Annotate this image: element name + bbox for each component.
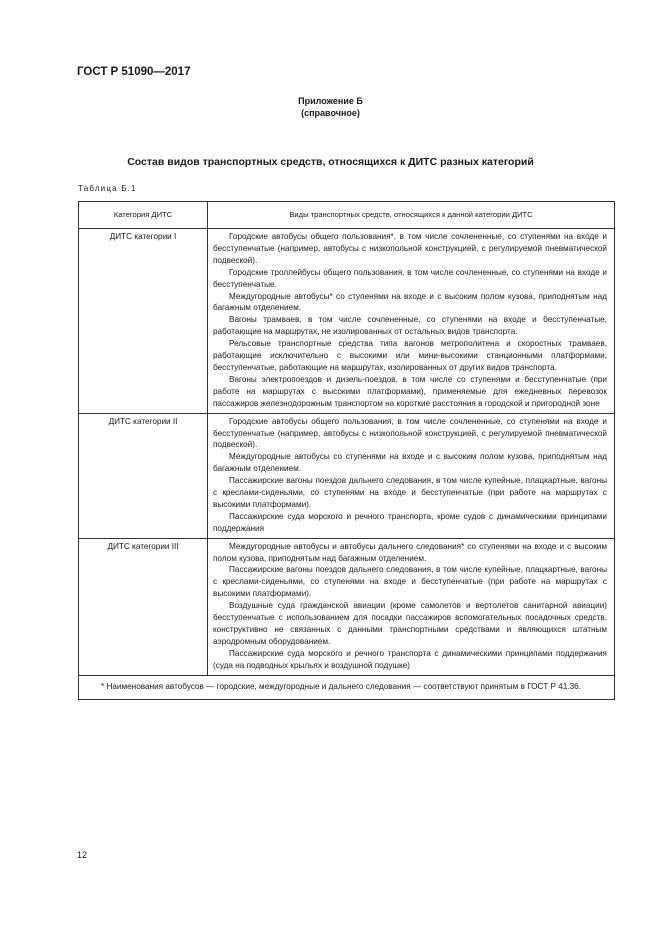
vehicle-type-paragraph: Вагоны электропоездов и дизель-поездов, в том числе со ступенями и бесступенчатые (при работе на маршрутах с высокими платформами), применяемые для ежедневных перевозок пассажиров железнодорожным транспортом на короткие расстояния в городской и пригородной зоне [213,374,607,408]
category-cell: ДИТС категории I [79,229,208,414]
table-row [79,413,615,538]
appendix-heading [0,95,661,119]
types-cell [208,538,615,675]
vehicle-type-paragraph: Воздушные суда гражданской авиации (кроме самолетов и вертолетов санитарной авиации) бесступенчатые с использованием для посадки пассажиров вспомогательных посадочных средств, конструктивно не связанных с данными транспортными средствами и являющихся штатным аэродромным оборудованием. [213,601,607,646]
category-cell: ДИТС категории III [79,538,208,675]
types-cell [208,413,615,538]
appendix-subtitle: (справочное) [301,108,360,118]
standard-number: ГОСТ Р 51090—2017 [77,66,191,78]
vehicle-type-paragraph: Междугородные автобусы* со ступенями на входе и с высоким полом кузова, приподнятым над багажным отделением. [213,291,607,313]
vehicle-type-paragraph: Рельсовые транспортные средства типа вагонов метрополитена и скоростных трамваев, работающие исключительно с высокими или мини-высокими станционными платформами, бесступенчатые, работающие на маршрутах, изолированных от других видов транспорта. [213,339,607,372]
appendix-title: Приложение Б [298,96,363,106]
table-footnote-row [79,675,615,699]
header-category: Категория ДИТС [79,202,208,229]
vehicle-type-paragraph: Городские троллейбусы общего пользования, в том числе сочлененные, со ступенями на входе и бесступенчатые. [213,267,607,289]
vehicle-type-paragraph: Междугородные автобусы и автобусы дальнего следования* со ступенями на входе и с высоким полом кузова, приподнятым над багажным отделением. [213,541,607,563]
vehicle-type-paragraph: Вагоны трамваев, в том числе сочлененные, со ступенями на входе и бесступенчатые, работающие на маршрутах, не изолированных от остальных видов транспорта. [213,315,607,337]
header-types: Виды транспортных средств, относящихся к данной категории ДИТС [208,202,615,229]
page-number: 12 [77,850,88,860]
vehicle-type-paragraph: Городские автобусы общего пользования, в том числе сочлененные, со ступенями на входе и бесступенчатые (например, автобусы с низкопольной конструкцией, с регулируемой пневматической подвеской). [213,416,607,450]
footnote-text: * Наименования автобусов — городские, междугородные и дальнего следования — соответствуют принятым в ГОСТ Р 41.36. [101,681,581,691]
table-row [79,538,615,675]
document-title: Состав видов транспортных средств, относящихся к ДИТС разных категорий [127,156,534,168]
vehicle-type-paragraph: Пассажирские вагоны поездов дальнего следования, в том числе купейные, плацкартные, вагоны с креслами-сиденьями, со ступенями на входе и бесступенчатые (при работе на маршрутах с высокими платформами). [213,565,607,599]
vehicle-type-paragraph: Пассажирские суда морского и речного транспорта с динамическими принципами поддержания (суда на подводных крыльях и воздушной подушке) [213,648,607,670]
types-cell [208,229,615,414]
category-cell: ДИТС категории II [79,413,208,538]
footnote-cell [79,675,615,699]
vehicle-type-paragraph: Пассажирские суда морского и речного транспорта, кроме судов с динамическими принципами поддержания [213,511,607,533]
table-row [79,229,615,414]
vehicle-type-paragraph: Пассажирские вагоны поездов дальнего следования, в том числе купейные, плацкартные, вагоны с креслами-сиденьями, со ступенями на входе и бесступенчатые (при работе на маршрутах с высокими платформами). [213,476,607,509]
vehicle-categories-table [78,201,615,700]
vehicle-type-paragraph: Городские автобусы общего пользования*, в том числе сочлененные, со ступенями на входе и бесступенчатые (например, автобусы с низкопольной конструкцией, с регулируемой пневматической подвеской). [213,232,607,265]
table-header-row [79,202,615,229]
table-label: Таблица Б.1 [78,184,137,193]
vehicle-type-paragraph: Междугородные автобусы со ступенями на входе и с высоким полом кузова, приподнятым над багажным отделением. [213,452,607,474]
